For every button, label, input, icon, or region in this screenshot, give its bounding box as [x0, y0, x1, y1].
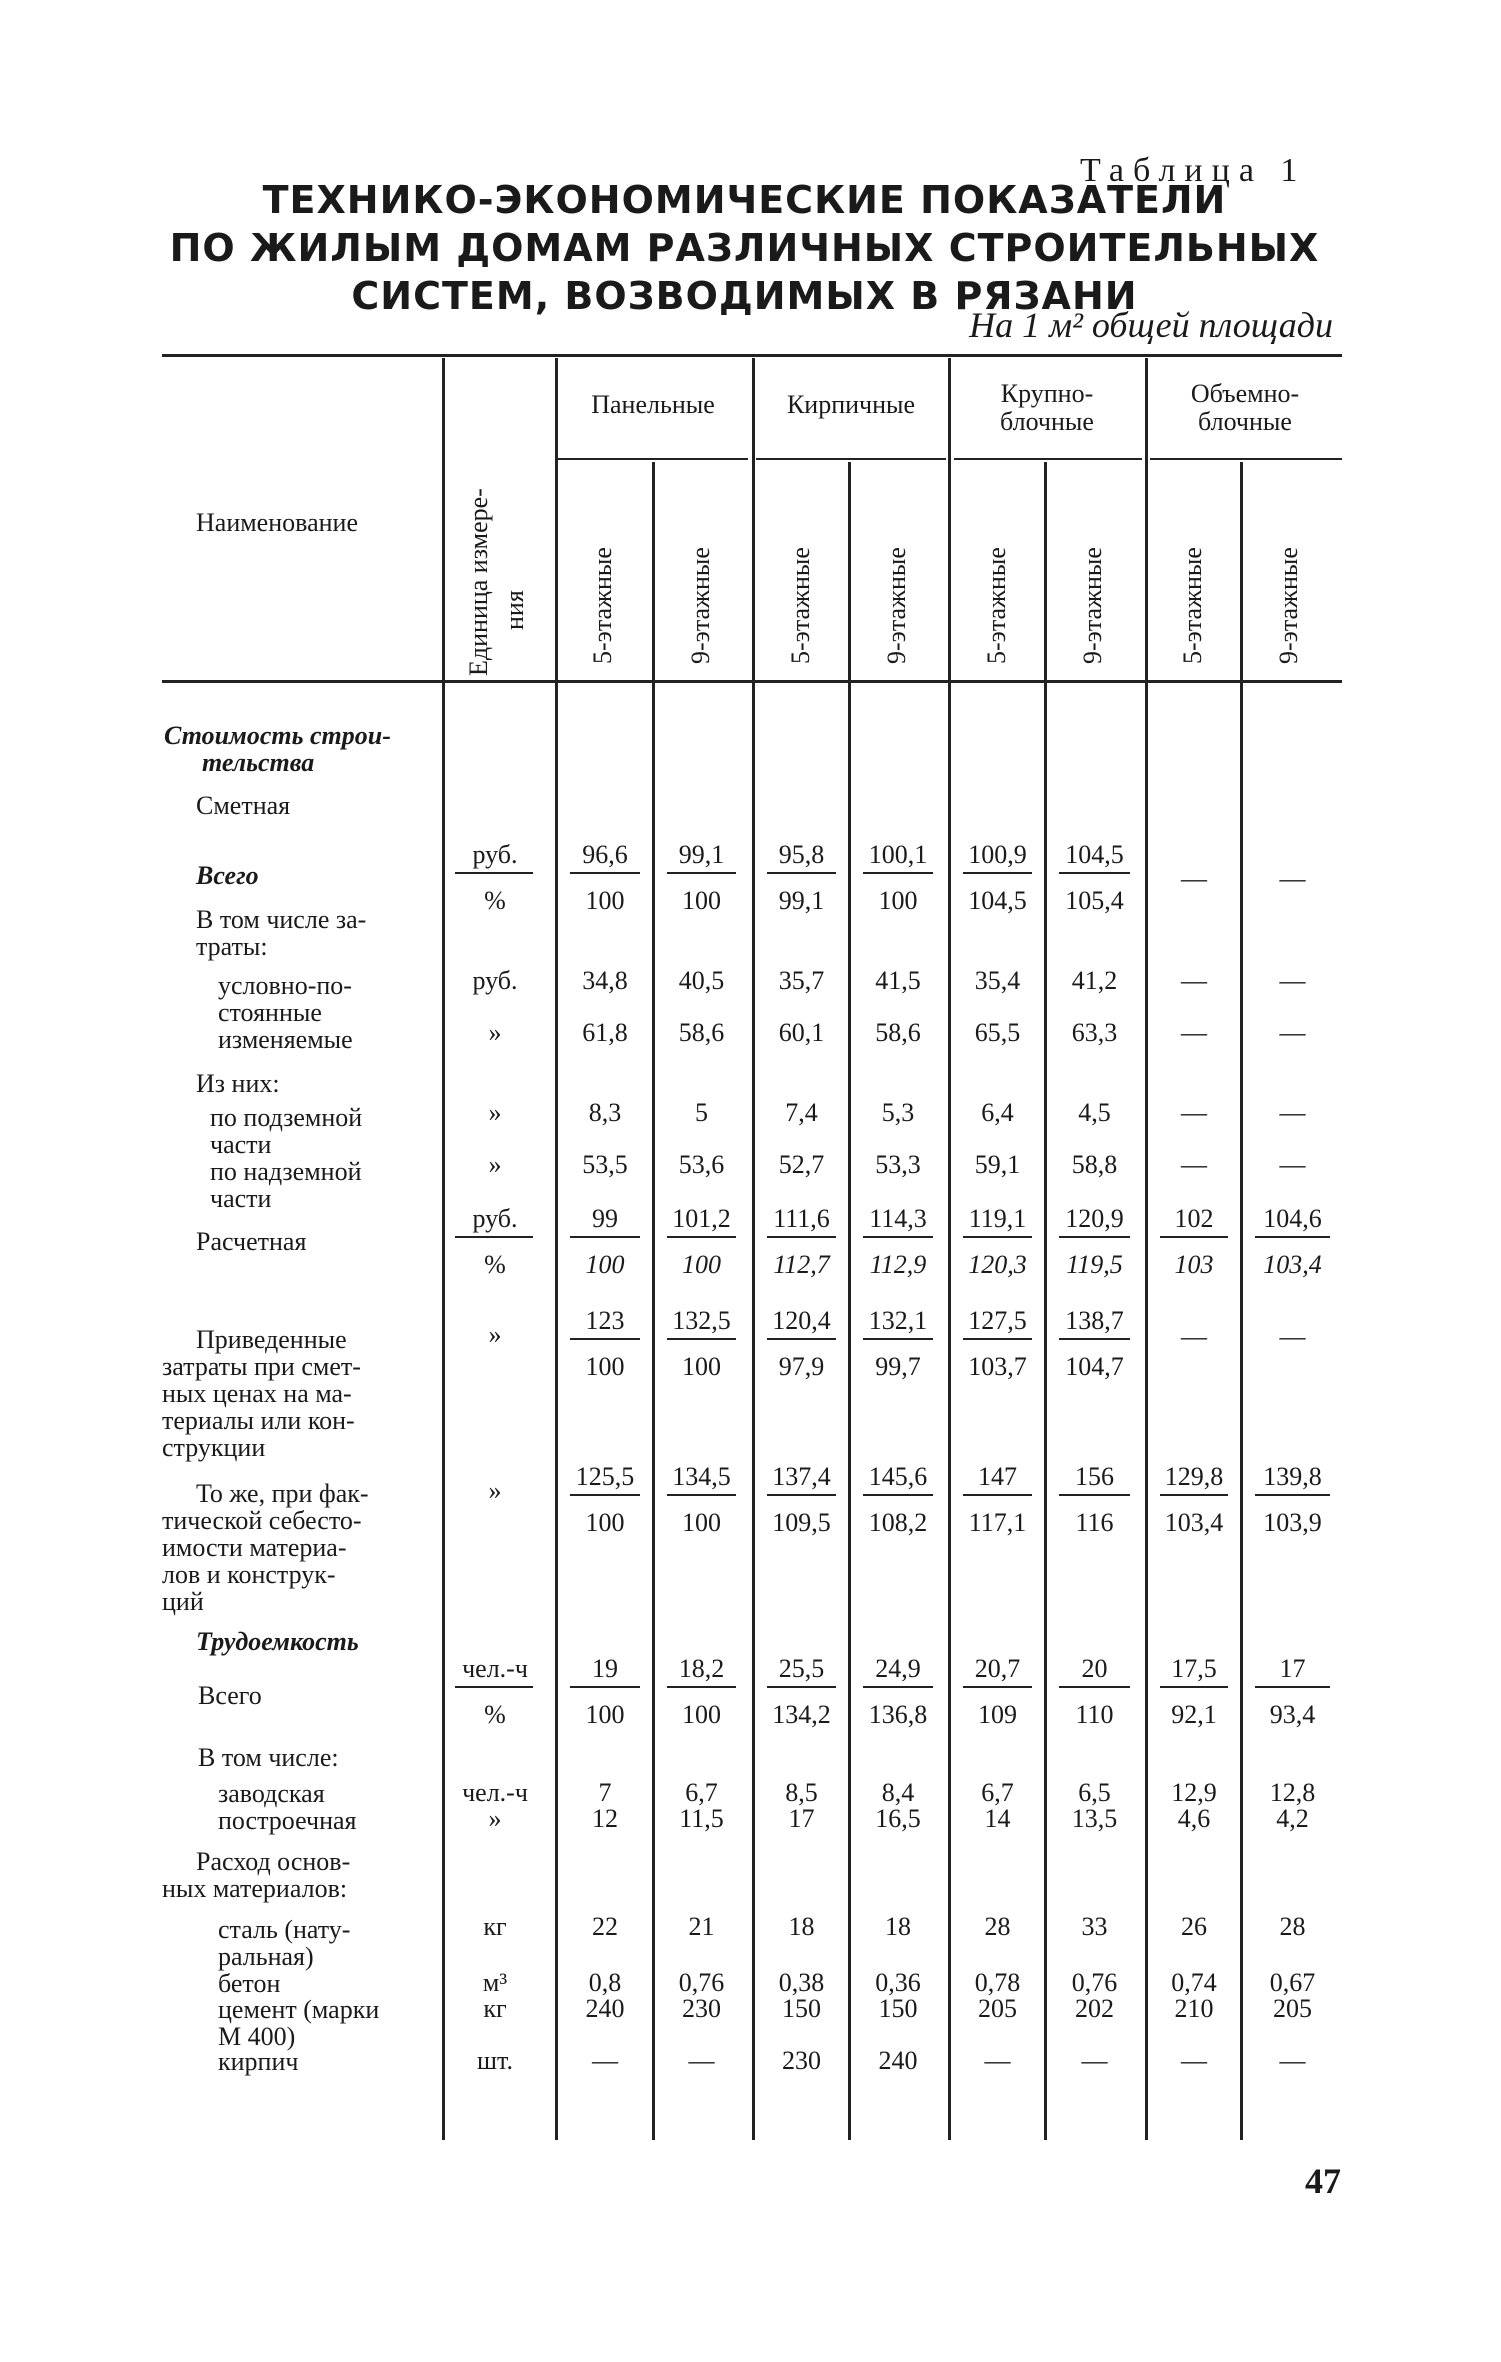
- table-cell: 114,3: [869, 1204, 927, 1233]
- fraction-bar: [667, 1686, 736, 1688]
- fraction-bar: [863, 1338, 933, 1340]
- table-cell: 210: [1174, 1994, 1214, 2023]
- table-cell: —: [1181, 1098, 1207, 1127]
- table-cell: 240: [585, 1994, 625, 2023]
- table-cell: 99,7: [875, 1352, 921, 1381]
- table-cell: 103,4: [1263, 1250, 1322, 1279]
- table-cell: 99,1: [778, 886, 825, 915]
- table-cell: 8,3: [588, 1098, 622, 1127]
- table-cell: —: [1181, 2046, 1207, 2075]
- table-cell: 150: [782, 1994, 821, 2023]
- table-cell: 21: [688, 1912, 715, 1941]
- table-cell: 103,7: [968, 1352, 1027, 1381]
- table-cell: 102: [1174, 1204, 1214, 1233]
- header-floors: 5-этажные: [786, 547, 815, 664]
- table-cell: 0,36: [875, 1968, 921, 1997]
- table-top-rule: [162, 354, 1342, 357]
- fraction-bar: [767, 1338, 836, 1340]
- table-cell: —: [1181, 966, 1207, 995]
- fraction-bar: [455, 872, 533, 874]
- row-label: Всего: [198, 1681, 262, 1710]
- table-cell: 25,5: [778, 1654, 825, 1683]
- header-name: Наименование: [196, 508, 358, 537]
- page-number: 47: [1305, 2161, 1341, 2201]
- fraction-bar: [963, 1338, 1032, 1340]
- table-cell: 19: [592, 1654, 618, 1683]
- unit-cell: руб.: [472, 1204, 518, 1233]
- fraction-bar: [767, 1494, 836, 1496]
- table-cell: 11,5: [679, 1804, 724, 1833]
- unit-cell: кг: [483, 1912, 507, 1941]
- table-cell: 109,5: [772, 1508, 831, 1537]
- fraction-bar: [963, 1494, 1032, 1496]
- table-cell: 6,4: [981, 1098, 1014, 1127]
- header-floors: 9-этажные: [1078, 547, 1107, 664]
- table-cell: 100: [585, 1352, 625, 1381]
- table-cell: 103,4: [1164, 1508, 1224, 1537]
- table-cell: 53,6: [678, 1150, 725, 1179]
- table-cell: 41,2: [1071, 966, 1118, 995]
- unit-cell: чел.-ч: [462, 1778, 528, 1807]
- table-cell: 0,76: [1071, 1968, 1118, 1997]
- table-cell: 202: [1075, 1994, 1114, 2023]
- row-label: Всего: [196, 861, 259, 890]
- table-cell: 100: [585, 1250, 625, 1279]
- table-cell: 58,6: [875, 1018, 921, 1047]
- table-cell: 53,5: [582, 1150, 628, 1179]
- table-cell: 41,5: [875, 966, 921, 995]
- table-cell: 97,9: [778, 1352, 825, 1381]
- fraction-bar: [767, 872, 836, 874]
- table-cell: 8,5: [785, 1778, 818, 1807]
- fraction-bar: [455, 1686, 533, 1688]
- table-cell: 18,2: [678, 1654, 725, 1683]
- table-cell: —: [1279, 966, 1306, 995]
- table-cell: 104,7: [1065, 1352, 1124, 1381]
- table-cell: 139,8: [1263, 1462, 1322, 1491]
- table-cell: 28: [1279, 1912, 1306, 1941]
- fraction-bar: [1160, 1686, 1228, 1688]
- table-cell: 132,1: [868, 1306, 928, 1335]
- table-cell: 93,4: [1269, 1700, 1316, 1729]
- table-title-line-1: ТЕХНИКО-ЭКОНОМИЧЕСКИЕ ПОКАЗАТЕЛИ: [262, 178, 1227, 222]
- header-floors: 9-этажные: [686, 547, 715, 664]
- row-label: кирпич: [218, 2047, 299, 2076]
- table-cell: 95,8: [778, 840, 825, 869]
- unit-cell: »: [488, 1804, 502, 1833]
- table-cell: 18: [885, 1912, 911, 1941]
- table-cell: 12,9: [1171, 1778, 1217, 1807]
- table-cell: 6,7: [685, 1778, 718, 1807]
- fraction-bar: [863, 1236, 933, 1238]
- table-cell: 24,9: [875, 1654, 921, 1683]
- table-cell: 12: [592, 1804, 618, 1833]
- table-cell: 230: [782, 2046, 821, 2075]
- unit-cell: кг: [483, 1994, 507, 2023]
- table-cell: 230: [682, 1994, 721, 2023]
- header-group-panel: Панельные: [591, 390, 715, 419]
- row-label: условно-по- стоянные: [218, 971, 352, 1027]
- header-unit: Единица измере-: [464, 488, 493, 676]
- table-cell: 147: [978, 1462, 1017, 1491]
- column-rule: [1240, 462, 1243, 2140]
- table-cell: 6,7: [981, 1778, 1014, 1807]
- unit-cell: %: [484, 886, 506, 915]
- fraction-bar: [1255, 1686, 1330, 1688]
- table-cell: 58,8: [1071, 1150, 1118, 1179]
- fraction-bar: [667, 1236, 736, 1238]
- group-rule: [558, 458, 748, 460]
- column-rule: [948, 358, 951, 2140]
- column-rule: [652, 462, 655, 2140]
- table-cell: —: [1279, 2046, 1306, 2075]
- column-rule: [848, 462, 851, 2140]
- fraction-bar: [570, 1686, 640, 1688]
- table-cell: 111,6: [773, 1204, 830, 1233]
- table-cell: 52,7: [778, 1150, 825, 1179]
- table-cell: —: [1181, 1018, 1207, 1047]
- table-cell: 145,6: [868, 1462, 928, 1491]
- table-cell: 120,3: [968, 1250, 1027, 1279]
- fraction-bar: [667, 872, 736, 874]
- unit-cell: руб.: [472, 840, 518, 869]
- table-cell: 26: [1181, 1912, 1207, 1941]
- table-cell: 58,6: [678, 1018, 725, 1047]
- table-cell: —: [1181, 864, 1207, 893]
- row-label: В том числе за- траты:: [196, 905, 367, 961]
- table-cell: 96,6: [582, 840, 628, 869]
- fraction-bar: [1255, 1236, 1330, 1238]
- fraction-bar: [570, 1338, 640, 1340]
- table-cell: 127,5: [968, 1306, 1027, 1335]
- table-cell: 92,1: [1171, 1700, 1217, 1729]
- table-cell: 101,2: [672, 1204, 731, 1233]
- unit-cell: чел.-ч: [462, 1654, 528, 1683]
- table-cell: 100: [682, 1508, 721, 1537]
- table-cell: 156: [1075, 1462, 1114, 1491]
- table-cell: 104,5: [1065, 840, 1124, 869]
- fraction-bar: [1059, 1494, 1130, 1496]
- table-cell: 7,4: [785, 1098, 818, 1127]
- table-cell: 112,7: [773, 1250, 830, 1279]
- table-cell: 240: [878, 2046, 918, 2075]
- table-cell: 100: [585, 1508, 625, 1537]
- fraction-bar: [863, 1686, 933, 1688]
- unit-cell: %: [484, 1250, 506, 1279]
- row-label: Приведенные затраты при смет- ных ценах на ма- териалы или кон- струкции: [162, 1325, 361, 1462]
- fraction-bar: [863, 872, 933, 874]
- fraction-bar: [1059, 1236, 1130, 1238]
- table-cell: 100,1: [868, 840, 928, 869]
- table-cell: 134,2: [772, 1700, 831, 1729]
- fraction-bar: [570, 872, 640, 874]
- fraction-bar: [1160, 1494, 1228, 1496]
- table-cell: 100: [682, 1250, 721, 1279]
- table-cell: —: [1279, 1150, 1306, 1179]
- fraction-bar: [963, 1686, 1032, 1688]
- unit-cell: »: [488, 1320, 502, 1349]
- table-cell: 12,8: [1269, 1778, 1316, 1807]
- fraction-bar: [1160, 1236, 1228, 1238]
- table-cell: 134,5: [672, 1462, 731, 1491]
- table-cell: 59,1: [974, 1150, 1021, 1179]
- table-cell: 0,78: [974, 1968, 1021, 1997]
- unit-cell: м³: [482, 1968, 508, 1997]
- table-cell: 8,4: [881, 1778, 915, 1807]
- fraction-bar: [570, 1494, 640, 1496]
- header-floors: 5-этажные: [588, 547, 617, 664]
- table-cell: 18: [788, 1912, 815, 1941]
- table-cell: 5: [695, 1098, 708, 1127]
- row-label: В том числе:: [198, 1743, 339, 1772]
- fraction-bar: [767, 1686, 836, 1688]
- table-cell: —: [592, 2046, 618, 2075]
- table-cell: 4,2: [1276, 1804, 1309, 1833]
- table-cell: 110: [1075, 1700, 1114, 1729]
- table-cell: 125,5: [575, 1462, 635, 1491]
- table-cell: 119,1: [968, 1204, 1027, 1233]
- table-cell: 129,8: [1164, 1462, 1224, 1491]
- header-unit-cont: ния: [500, 590, 529, 630]
- header-floors: 5-этажные: [1178, 547, 1207, 664]
- table-title-line-2: ПО ЖИЛЫМ ДОМАМ РАЗЛИЧНЫХ СТРОИТЕЛЬНЫХ: [169, 226, 1320, 270]
- column-rule: [1145, 358, 1148, 2140]
- table-caption: Таблица 1: [1080, 152, 1307, 189]
- table-cell: 35,4: [974, 966, 1021, 995]
- group-rule: [1150, 458, 1342, 460]
- row-label: То же, при фак- тической себесто- имости материа- лов и конструк- ций: [162, 1479, 369, 1616]
- table-cell: 112,9: [869, 1250, 927, 1279]
- table-cell: 20: [1081, 1654, 1108, 1683]
- row-label: изменяемые: [218, 1025, 353, 1054]
- table-cell: —: [1279, 1098, 1306, 1127]
- fraction-bar: [963, 872, 1032, 874]
- table-cell: 100: [682, 1700, 721, 1729]
- table-cell: 100: [585, 886, 625, 915]
- fraction-bar: [667, 1494, 736, 1496]
- table-cell: —: [984, 2046, 1011, 2075]
- table-cell: 14: [984, 1804, 1011, 1833]
- table-cell: —: [1181, 1150, 1207, 1179]
- table-cell: 40,5: [678, 966, 725, 995]
- fraction-bar: [667, 1338, 736, 1340]
- row-label: Сметная: [196, 791, 291, 820]
- fraction-bar: [1059, 1338, 1130, 1340]
- table-cell: 105,4: [1065, 886, 1124, 915]
- fraction-bar: [1059, 872, 1130, 874]
- table-cell: 99: [592, 1204, 618, 1233]
- table-cell: 65,5: [974, 1018, 1021, 1047]
- section-labor: Трудоемкость: [196, 1627, 359, 1656]
- header-group-block: Крупно- блочные: [1000, 379, 1094, 436]
- group-rule: [756, 458, 946, 460]
- table-cell: 20,7: [974, 1654, 1021, 1683]
- table-cell: 0,67: [1269, 1968, 1316, 1997]
- table-cell: 0,8: [588, 1968, 622, 1997]
- table-cell: 4,6: [1177, 1804, 1211, 1833]
- row-label: заводская построечная: [218, 1779, 357, 1835]
- fraction-bar: [767, 1236, 836, 1238]
- table-cell: 34,8: [582, 966, 628, 995]
- table-cell: 28: [984, 1912, 1011, 1941]
- table-cell: 16,5: [875, 1804, 921, 1833]
- unit-note: На 1 м² общей площади: [969, 305, 1333, 345]
- fraction-bar: [1059, 1686, 1130, 1688]
- row-label: сталь (нату- ральная): [218, 1915, 351, 1971]
- header-floors: 9-этажные: [1274, 547, 1303, 664]
- table-cell: 117,1: [968, 1508, 1027, 1537]
- table-title-line-3: СИСТЕМ, ВОЗВОДИМЫХ В РЯЗАНИ: [351, 274, 1138, 318]
- fraction-bar: [570, 1236, 640, 1238]
- table-cell: 104,5: [968, 886, 1027, 915]
- table-cell: 103: [1174, 1250, 1214, 1279]
- table-cell: 120,4: [772, 1306, 831, 1335]
- table-cell: 61,8: [582, 1018, 628, 1047]
- table-cell: 119,5: [1066, 1250, 1123, 1279]
- table-cell: 0,76: [678, 1968, 725, 1997]
- table-cell: 137,4: [772, 1462, 831, 1491]
- table-cell: 100: [585, 1700, 625, 1729]
- row-label: бетон: [218, 1969, 281, 1998]
- table-cell: 60,1: [778, 1018, 825, 1047]
- table-cell: —: [1279, 1018, 1306, 1047]
- table-cell: 108,2: [868, 1508, 928, 1537]
- unit-cell: %: [484, 1700, 506, 1729]
- unit-cell: »: [488, 1150, 502, 1179]
- table-cell: —: [1181, 1322, 1207, 1351]
- group-rule: [954, 458, 1142, 460]
- table-cell: 22: [592, 1912, 618, 1941]
- table-cell: 13,5: [1071, 1804, 1118, 1833]
- unit-cell: »: [488, 1018, 502, 1047]
- table-cell: 103,9: [1263, 1508, 1322, 1537]
- table-cell: 109: [978, 1700, 1017, 1729]
- table-cell: 150: [878, 1994, 918, 2023]
- table-cell: 120,9: [1065, 1204, 1124, 1233]
- table-cell: 7: [598, 1778, 612, 1807]
- table-cell: 138,7: [1065, 1306, 1124, 1335]
- row-label: Из них:: [196, 1069, 280, 1098]
- column-rule: [555, 358, 558, 2140]
- table-cell: 104,6: [1263, 1204, 1322, 1233]
- table-cell: 33: [1081, 1912, 1108, 1941]
- table-cell: —: [1081, 2046, 1108, 2075]
- table-cell: 0,38: [778, 1968, 825, 1997]
- table-cell: —: [1279, 864, 1306, 893]
- table-cell: 4,5: [1078, 1098, 1111, 1127]
- table-cell: 100: [878, 886, 918, 915]
- table-cell: —: [1279, 1322, 1306, 1351]
- table-cell: 17: [1279, 1654, 1306, 1683]
- unit-cell: »: [488, 1476, 502, 1505]
- table-cell: 100: [682, 1352, 721, 1381]
- table-cell: —: [688, 2046, 715, 2075]
- table-cell: 205: [1273, 1994, 1312, 2023]
- table-cell: 0,74: [1171, 1968, 1217, 1997]
- unit-cell: »: [488, 1098, 502, 1127]
- table-cell: 5,3: [881, 1098, 915, 1127]
- row-label: Расчетная: [196, 1227, 307, 1256]
- header-floors: 9-этажные: [882, 547, 911, 664]
- table-cell: 99,1: [678, 840, 725, 869]
- table-cell: 132,5: [672, 1306, 731, 1335]
- fraction-bar: [455, 1236, 533, 1238]
- table-cell: 100,9: [968, 840, 1027, 869]
- fraction-bar: [863, 1494, 933, 1496]
- row-label: Расход основ- ных материалов:: [162, 1847, 351, 1903]
- unit-cell: шт.: [477, 2046, 513, 2075]
- section-cost: Стоимость строи- тельства: [164, 721, 391, 777]
- header-group-brick: Кирпичные: [786, 390, 916, 419]
- table-cell: 63,3: [1071, 1018, 1118, 1047]
- column-rule: [1044, 462, 1047, 2140]
- header-floors: 5-этажные: [982, 547, 1011, 664]
- header-group-volume: Объемно- блочные: [1190, 379, 1300, 436]
- table-cell: 116: [1075, 1508, 1114, 1537]
- table-cell: 100: [682, 886, 721, 915]
- table-cell: 136,8: [868, 1700, 928, 1729]
- fraction-bar: [1255, 1494, 1330, 1496]
- table-cell: 123: [585, 1306, 625, 1335]
- row-label: по подземной части: [210, 1103, 363, 1159]
- column-rule: [752, 358, 755, 2140]
- unit-cell: руб.: [472, 966, 518, 995]
- table-cell: 17,5: [1171, 1654, 1217, 1683]
- table-cell: 35,7: [778, 966, 825, 995]
- row-label: цемент (марки М 400): [218, 1995, 380, 2051]
- fraction-bar: [963, 1236, 1032, 1238]
- table-cell: 205: [978, 1994, 1017, 2023]
- row-label: по надземной части: [210, 1157, 362, 1213]
- column-rule: [442, 358, 445, 2140]
- table-cell: 6,5: [1078, 1778, 1111, 1807]
- table-cell: 17: [788, 1804, 815, 1833]
- table-cell: 53,3: [875, 1150, 921, 1179]
